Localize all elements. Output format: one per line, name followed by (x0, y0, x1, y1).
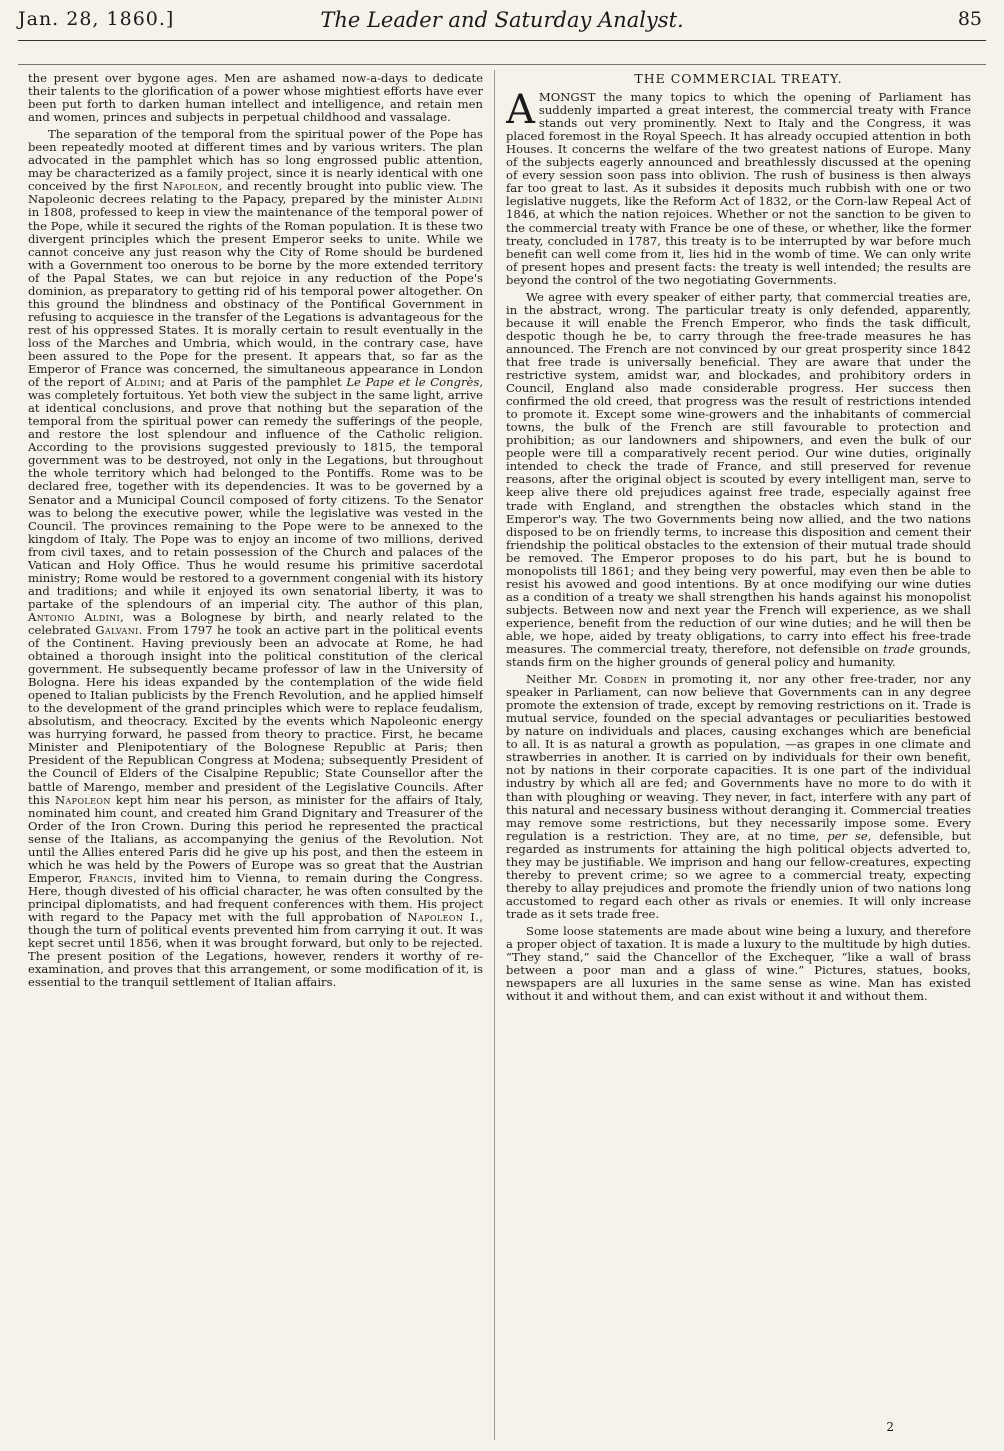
name-napoleon: Napoleon (162, 179, 219, 194)
article-title: THE COMMERCIAL TREATY. (634, 72, 843, 86)
page-number: 85 (957, 8, 982, 30)
paragraph: the present over bygone ages. Men are ashamed now-a-days to dedicate their talents to the glorification of a power whose mightiest efforts have ever been put forth to darken human intellect and intelligence, and retain men and women, princes and subjects in perpetual childhood and vassalage. (28, 72, 483, 125)
right-column (506, 72, 971, 1434)
left-column (28, 72, 483, 1434)
signature-mark: 2 (886, 1420, 894, 1434)
paragraph: The separation of the temporal from the spiritual power of the Pope has been repeatedly mooted at different times and by various writers. The plan advocated in the pamphlet which has so long engrossed public attention, may be characterized as a family project, since it is nearly identical with one conceived by the first Napoleon, and recently brought into public view. The Napoleonic decrees relating to the Papacy, prepared by the minister Aldini in 1808, professed to keep in view the maintenance of the temporal power of the Pope, while it secured the rights of the Roman population. It is these two divergent principles which the present Emperor seeks to unite. While we cannot conceive any just reason why the City of Rome should be burdened with a Government too onerous to be borne by the more extended territory of the Papal States, we can but rejoice in any reduction of the Pope's dominion, as preparatory to getting rid of his temporal power altogether. On this ground the blindness and obstinacy of the Pontifical Government in refusing to acquiesce in the transfer of the Legations is advantageous for the rest of his oppressed States. It is morally certain to result eventually in the loss of the Marches and Umbria, which would, in the contrary case, have been assured to the Pope for the present. It appears that, so far as the Emperor of France was concerned, the simultaneous appearance in London of the report of Aldini; and at Paris of the pamphlet Le Pape et le Congrès, was completely fortuitous. Yet both view the subject in the same light, arrive at identical conclusions, and prove that nothing but the separation of the temporal from the spiritual power can remedy the sufferings of the people, and restore the lost splendour and influence of the Catholic religion. According to the provisions suggested previously to 1815, the temporal government was to be destroyed, not only in the Legations, but throughout the whole territory which had belonged to the Pontiffs. Rome was to be declared free, together with its dependencies. It was to be governed by a Senator and a Municipal Council composed of forty citizens. To the Senator was to belong the executive power, while the legislative was vested in the Council. The provinces remaining to the Pope were to be annexed to the kingdom of Italy. The Pope was to enjoy an income of two millions, derived from civil taxes, and to retain possession of the Church and palaces of the Vatican and Holy Office. Thus he would resume his primitive sacerdotal ministry; Rome would be restored to a government congenial with its history and traditions; and while it enjoyed its own senatorial liberty, it was to partake of the splendours of an imperial city. The author of this plan, Antonio Aldini, was a Bolognese by birth, and nearly related to the celebrated Galvani. From 1797 he took an active part in the political events of the Continent. Having previously been an advocate at Rome, he had obtained a thorough insight into the political constitution of the clerical government. He subsequently became professor of law in the University of Bologna. Here his ideas expanded by the contemplation of the wide field opened to Italian publicists by the French Revolution, and he applied himself to the development of the grand principles which were to replace feudalism, absolutism, and theocracy. Excited by the events which Napoleonic energy was hurrying forward, he passed from theory to practice. First, he became Minister and Plenipotentiary of the Bolognese Republic at Paris; then President of the Republican Congress at Modena; subsequently President of the Council of Elders of the Cisalpine Republic; State Counsellor after the battle of Marengo, member and president of the Legislative Councils. After this Napoleon kept him near his person, as minister for the affairs of Italy, nominated him count, and created him Grand Dignitary and Treasurer of the Order of the Iron Crown. During this period he represented the practical sense of the Italians, as accompanying the genius of the Revolution. Not until the Allies entered Paris did he give up his post, and then the esteem in which he was held by the Powers of Europe was so great that the Austrian Emperor, Francis, invited him to Vienna, to remain during the Congress. Here, though divested of his official character, he was often consulted by the principal diplomatists, and had frequent conferences with them. His project with regard to the Papacy met with the full approbation of Napoleon I., though the turn of political events prevented him from carrying it out. It was kept secret until 1856, when it was brought forward, but only to be rejected. The present position of the Legations, however, renders it worthy of re-examination, and proves that this arrangement, or some modification of it, is essential to the tranquil settlement of Italian affairs. (28, 127, 483, 990)
name-antonio-aldini: Antonio Aldini (28, 609, 121, 624)
name-napoleon-i: Napoleon I. (407, 910, 480, 924)
drop-cap: A (506, 87, 535, 134)
issue-date: Jan. 28, 1860.] (18, 8, 175, 30)
name-napoleon: Napoleon (54, 792, 111, 807)
masthead (0, 0, 1004, 60)
paragraph: Neither Mr. Cobden in promoting it, nor any other free-trader, nor any speaker in Parliament, can now believe that Governments can in any degree promote the extension of trade, except by removing restrictions on it. Trade is mutual service, founded on the special advantages or peculiarities bestowed by nature on individuals and places, causing exchanges which are beneficial to all. It is as natural a growth as population, —as grapes in one climate and strawberries in another. It is carried on by individuals for their own benefit, not by nations in their corporate capacities. It is one part of the individual industry by which all are fed; and Governments have no more to do with it than with ploughing or weaving. They never, in fact, interfere with any part of this natural and necessary business without deranging it. Commercial treaties may remove some restrictions, but they necessarily impose some. Every regulation is a restriction. They are, at no time, per se, defensible, but regarded as instruments for attaining the high political objects adverted to, they may be justifiable. We imprison and hang our fellow-creatures, expecting thereby to prevent crime; so we agree to a commercial treaty, expecting thereby to allay prejudices and promote the friendly union of two nations long accustomed to regard each other as rivals or enemies. It will only increase trade as it sets trade free. (506, 672, 971, 921)
column-divider (494, 70, 495, 1440)
paragraph: AMONGST the many topics to which the opening of Parliament has suddenly imparted a great interest, the commercial treaty with France stands out very prominently. Next to Italy and the Congress, it was placed foremost in the Royal Speech. It has already occupied attention in both Houses. It concerns the welfare of the two greatest nations of Europe. Many of the subjects eagerly announced and breathlessly discussed at the opening of every session soon pass into oblivion. The rush of business is then always far too great to last. As it subsides it deposits much rubbish with one or two legislative nuggets, like the Reform Act of 1832, or the Corn-law Repeal Act of 1846, at which the nation rejoices. Whether or not the sanction to be given to the commercial treaty with France be one of these, or whether, like the former treaty, concluded in 1787, this treaty is to be interrupted by war before much benefit can well come from it, lies hid in the womb of time. We can only write of present hopes and present facts: the treaty is well intended; the results are beyond the control of the two negotiating Governments. (506, 87, 971, 287)
paragraph: Some loose statements are made about wine being a luxury, and therefore a proper object of taxation. It is made a luxury to the multitude by high duties. “They stand,” said the Chancellor of the Exchequer, “like a wall of brass between a poor man and a glass of wine.” Pictures, statues, books, newspapers are all luxuries in the same sense as wine. Man has existed without it and without them, and can exist without it and without them. (506, 924, 971, 1004)
pamphlet-title: Le Pape et le Congrès (346, 375, 480, 390)
header-rule (18, 40, 986, 41)
name-cobden: Cobden (604, 672, 648, 687)
name-francis: Francis (88, 870, 134, 885)
header-rule-lower (18, 64, 986, 65)
name-aldini: Aldini (125, 375, 162, 390)
name-aldini: Aldini (447, 192, 483, 207)
name-galvani: Galvani (95, 622, 139, 637)
paragraph: We agree with every speaker of either party, that commercial treaties are, in the abstract, wrong. The particular treaty is only defended, apparently, because it will enable the French Emperor, who finds the task difficult, despotic though he be, to carry through the free-trade measures he has announced. The French are not convinced by our great prosperity since 1842 that free trade is universally beneficial. They are aware that under the restrictive system, amidst war, and blockades, and prohibitory orders in Council, England also made considerable progress. Her success then confirmed the old creed, that progress was the result of restrictions intended to promote it. Except some wine-growers and the inhabitants of commercial towns, the bulk of the French are still favourable to protection and prohibition; as our landowners and shipowners, and even the bulk of our people were till a comparatively recent period. Our wine duties, originally intended to check the trade of France, and still preserved for revenue reasons, after the original object is scouted by every intelligent man, serve to keep alive there old prejudices against free trade, especially against free trade with England, and strengthen the obstacles which stand in the Emperor's way. The two Governments being now allied, and the two nations disposed to be on friendly terms, to increase this disposition and cement their friendship the political obstacles to the extension of their mutual trade should be removed. The Emperor proposes to do his part, but he is bound to monopolists till 1861; and they being very powerful, may even then be able to resist his avowed and good intentions. By at once modifying our wine duties as a condition of a treaty we shall strengthen his hands against his monopolist subjects. Between now and next year the French will experience, as we shall experience, benefit from the reduction of our wine duties; and he will then be able, we hope, aided by treaty obligations, to carry into effect his free-trade measures. The commercial treaty, therefore, not defensible on trade grounds, stands firm on the higher grounds of general policy and humanity. (506, 289, 971, 670)
publication-title: The Leader and Saturday Analyst. (320, 8, 684, 32)
